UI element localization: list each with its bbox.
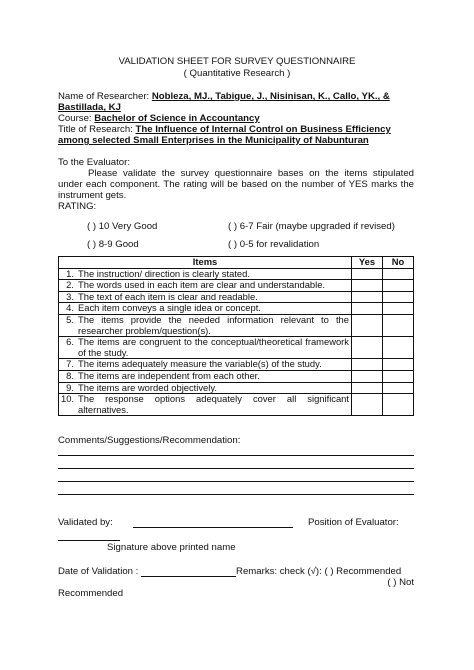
comment-line[interactable] xyxy=(58,494,414,495)
yes-cell[interactable] xyxy=(352,370,383,382)
course-label: Course: xyxy=(58,113,92,124)
remarks-label: Remarks: check (√): ( ) Recommended xyxy=(236,566,402,577)
item-number: 9. xyxy=(66,381,74,393)
item-number: 5. xyxy=(66,313,74,325)
date-field[interactable] xyxy=(141,567,236,577)
table-row xyxy=(59,280,414,292)
rating-option-very-good[interactable]: ( ) 10 Very Good xyxy=(87,221,158,232)
table-row xyxy=(59,314,414,336)
item-number: 3. xyxy=(66,290,74,302)
yes-cell[interactable] xyxy=(352,268,383,280)
item-text: The items are congruent to the conceptual/theoretical framework of the study. xyxy=(78,336,349,358)
item-number: 4. xyxy=(66,302,74,314)
evaluator-instruction: Please validate the survey questionnaire bases on the items stipulated under each component. The rating will be based on the number of YES marks the instrument gets. xyxy=(58,168,414,201)
yes-cell[interactable] xyxy=(352,337,383,359)
researcher-row xyxy=(58,91,390,102)
no-cell[interactable] xyxy=(383,268,414,280)
date-label: Date of Validation : xyxy=(58,566,139,577)
no-cell[interactable] xyxy=(383,359,414,371)
position-field[interactable] xyxy=(58,530,120,541)
yes-cell[interactable] xyxy=(352,303,383,315)
no-cell[interactable] xyxy=(383,303,414,315)
page-subtitle: ( Quantitative Research ) xyxy=(183,68,291,79)
no-cell[interactable] xyxy=(383,280,414,292)
items-header: Items xyxy=(59,257,352,269)
item-text: The items are worded objectively. xyxy=(78,381,217,393)
table-row xyxy=(59,337,414,359)
item-number: 6. xyxy=(66,336,74,348)
item-text: The instruction/ direction is clearly stated. xyxy=(78,267,250,279)
rating-option-fair[interactable]: ( ) 6-7 Fair (maybe upgraded if revised) xyxy=(228,221,395,232)
research-title-row xyxy=(58,124,391,135)
research-title-label: Title of Research: xyxy=(58,124,133,135)
item-number: 8. xyxy=(66,369,74,381)
evaluator-salutation: To the Evaluator: xyxy=(58,157,130,168)
no-cell[interactable] xyxy=(383,337,414,359)
validated-by-label: Validated by: xyxy=(58,517,113,528)
no-cell[interactable] xyxy=(383,382,414,394)
item-number: 7. xyxy=(66,358,74,370)
table-row xyxy=(59,382,414,394)
no-cell[interactable] xyxy=(383,291,414,303)
rating-option-good[interactable]: ( ) 8-9 Good xyxy=(87,239,139,250)
item-number: 10. xyxy=(61,393,75,405)
item-text: The text of each item is clear and readable. xyxy=(78,290,258,302)
item-text: The items are independent from each other. xyxy=(78,369,260,381)
comment-line[interactable] xyxy=(58,468,414,469)
yes-cell[interactable] xyxy=(352,280,383,292)
table-row xyxy=(59,303,414,315)
not-recommended-option[interactable]: ( ) Not xyxy=(387,577,414,588)
item-text: The words used in each item are clear and understandable. xyxy=(78,279,326,291)
yes-cell[interactable] xyxy=(352,291,383,303)
researcher-label: Name of Researcher: xyxy=(58,91,150,102)
item-number: 1. xyxy=(66,267,74,279)
yes-header: Yes xyxy=(352,257,383,269)
researcher-names-cont: Bastillada, KJ xyxy=(58,102,121,113)
course-row xyxy=(58,113,260,124)
comment-line[interactable] xyxy=(58,455,414,456)
yes-cell[interactable] xyxy=(352,394,383,416)
item-text: The items adequately measure the variable(s) of the study. xyxy=(78,358,322,370)
research-title-cont: among selected Small Enterprises in the Municipality of Nabunturan xyxy=(58,135,369,146)
page-title: VALIDATION SHEET FOR SURVEY QUESTIONNAIRE xyxy=(118,56,356,67)
item-text: The items provide the needed information relevant to the researcher problem/question(s). xyxy=(78,313,349,336)
table-row xyxy=(59,370,414,382)
item-number: 2. xyxy=(66,279,74,291)
no-cell[interactable] xyxy=(383,370,414,382)
validation-items-table xyxy=(58,256,414,416)
item-text: Each item conveys a single idea or concept. xyxy=(78,302,261,314)
table-header-row xyxy=(59,257,414,269)
comments-label: Comments/Suggestions/Recommendation: xyxy=(58,435,241,446)
researcher-names: Nobleza, MJ., Tabigue, J., Nisinisan, K., Callo, YK., & xyxy=(151,91,390,102)
research-title-value: The Influence of Internal Control on Business Efficiency xyxy=(135,124,391,135)
item-text: The response options adequately cover all significant alternatives. xyxy=(78,393,349,415)
yes-cell[interactable] xyxy=(352,314,383,336)
rating-label: RATING: xyxy=(58,201,97,212)
yes-cell[interactable] xyxy=(352,359,383,371)
signature-caption: Signature above printed name xyxy=(107,542,236,553)
position-label: Position of Evaluator: xyxy=(308,517,399,528)
recommended-word: Recommended xyxy=(58,588,124,599)
no-cell[interactable] xyxy=(383,314,414,336)
table-row xyxy=(59,359,414,371)
table-row xyxy=(59,291,414,303)
date-row xyxy=(58,566,401,577)
no-cell[interactable] xyxy=(383,394,414,416)
comment-line[interactable] xyxy=(58,481,414,482)
no-header: No xyxy=(383,257,414,269)
rating-option-revalidation[interactable]: ( ) 0-5 for revalidation xyxy=(228,239,320,250)
course-value: Bachelor of Science in Accountancy xyxy=(94,113,260,124)
table-row xyxy=(59,394,414,416)
table-row xyxy=(59,268,414,280)
validator-signature-field[interactable] xyxy=(133,517,293,528)
yes-cell[interactable] xyxy=(352,382,383,394)
